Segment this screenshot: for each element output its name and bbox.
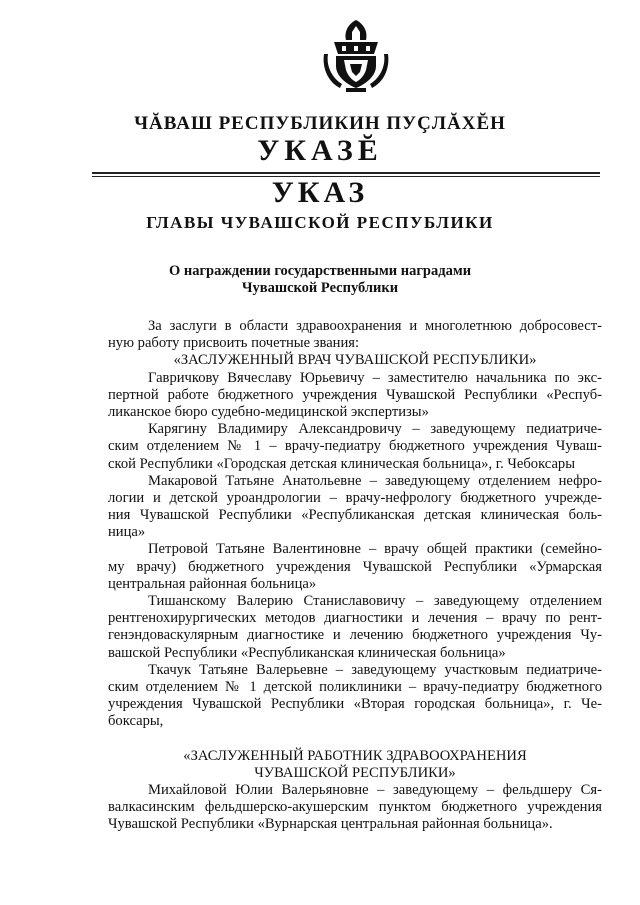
award-paragraph-line: валкасинским фельдшерско-акушерским пунктом бюджетного учреждения: [108, 799, 602, 816]
award-paragraph-line: рентгенохирургических методов диагностики и лечения – врачу по рент-: [108, 610, 602, 627]
award-paragraph-line: генэндоваскулярным диагностике и лечению бюджетного учреждения Чу-: [108, 627, 602, 644]
award-title-honored-worker: ЧУВАШСКОЙ РЕСПУБЛИКИ»: [254, 764, 456, 781]
award-paragraph-line: Карягину Владимиру Александровичу – заведующему педиатриче-: [148, 421, 602, 438]
subject-line-1: О награждении государственными наградами: [168, 263, 472, 279]
decree-body: [108, 318, 602, 833]
award-paragraph-line: ликанское бюро судебно-медицинской экспертизы»: [108, 403, 429, 420]
award-paragraph-line: ница»: [108, 524, 146, 541]
award-paragraph-line: Петровой Татьяне Валентиновне – врачу общей практики (семейно-: [148, 541, 602, 558]
award-paragraph-line: ской Республики «Городская детская клиническая больница», г. Чебоксары: [108, 455, 576, 472]
award-paragraph-line: Тишанскому Валерию Станиславовичу – заведующему отделением: [148, 593, 602, 609]
russian-subtitle: ГЛАВЫ ЧУВАШСКОЙ РЕСПУБЛИКИ: [146, 213, 494, 232]
award-paragraph-line: пертной работе бюджетного учреждения Чувашской Республики «Респуб-: [108, 386, 602, 403]
russian-title: УКАЗ: [271, 176, 369, 209]
intro-line: За заслуги в области здравоохранения и многолетнюю добросовест-: [148, 318, 602, 334]
award-paragraph-line: учреждения Чувашской Республики «Вторая городская больница», г. Че-: [108, 696, 602, 713]
spacer: [108, 731, 602, 748]
award-paragraph-line: му врачу) бюджетного учреждения Чувашской Республики «Урмарская: [108, 558, 602, 575]
award-paragraph-line: Макаровой Татьяне Анатольевне – заведующему отделением нефро-: [148, 472, 602, 489]
intro-line: ную работу присвоить почетные звания:: [108, 335, 360, 352]
chuvash-title: УКАЗĔ: [257, 134, 383, 167]
award-paragraph-line: вашской Республики «Республиканская клиническая больница»: [108, 644, 506, 661]
award-title-honored-doctor: «ЗАСЛУЖЕННЫЙ ВРАЧ ЧУВАШСКОЙ РЕСПУБЛИКИ»: [173, 352, 537, 369]
award-paragraph-line: логии и детской уроандрологии – врачу-нефрологу бюджетного учрежде-: [108, 489, 602, 506]
coat-of-arms-emblem: [316, 14, 396, 94]
award-title-honored-worker: «ЗАСЛУЖЕННЫЙ РАБОТНИК ЗДРАВООХРАНЕНИЯ: [183, 747, 527, 764]
award-paragraph-line: Ткачук Татьяне Валерьевне – заведующему участковым педиатриче-: [148, 661, 602, 678]
award-paragraph-line: Михайловой Юлии Валерьяновне – заведующему – фельдшеру Ся-: [148, 781, 602, 798]
award-paragraph-line: Гавричкову Вячеславу Юрьевичу – заместителю начальника по экс-: [148, 369, 602, 386]
award-paragraph-line: боксары,: [108, 713, 164, 730]
subject-line-2: Чувашской Республики: [241, 280, 399, 296]
header-rule-thick: [92, 172, 600, 174]
award-paragraph-line: ским отделением № 1 – врачу-педиатру бюджетного учреждения Чуваш-: [108, 438, 602, 455]
award-paragraph-line: ния Чувашской Республики «Республиканская детская клиническая боль-: [108, 507, 602, 524]
award-paragraph-line: ским отделением № 1 детской поликлиники – врачу-педиатру бюджетного: [108, 678, 602, 695]
chuvash-header-line: ЧĂВАШ РЕСПУБЛИКИН ПУÇЛĂХĔН: [134, 113, 506, 134]
award-paragraph-line: Чувашской Республики «Вурнарская центральная районная больница».: [108, 816, 553, 833]
award-paragraph-line: центральная районная больница»: [108, 575, 317, 592]
